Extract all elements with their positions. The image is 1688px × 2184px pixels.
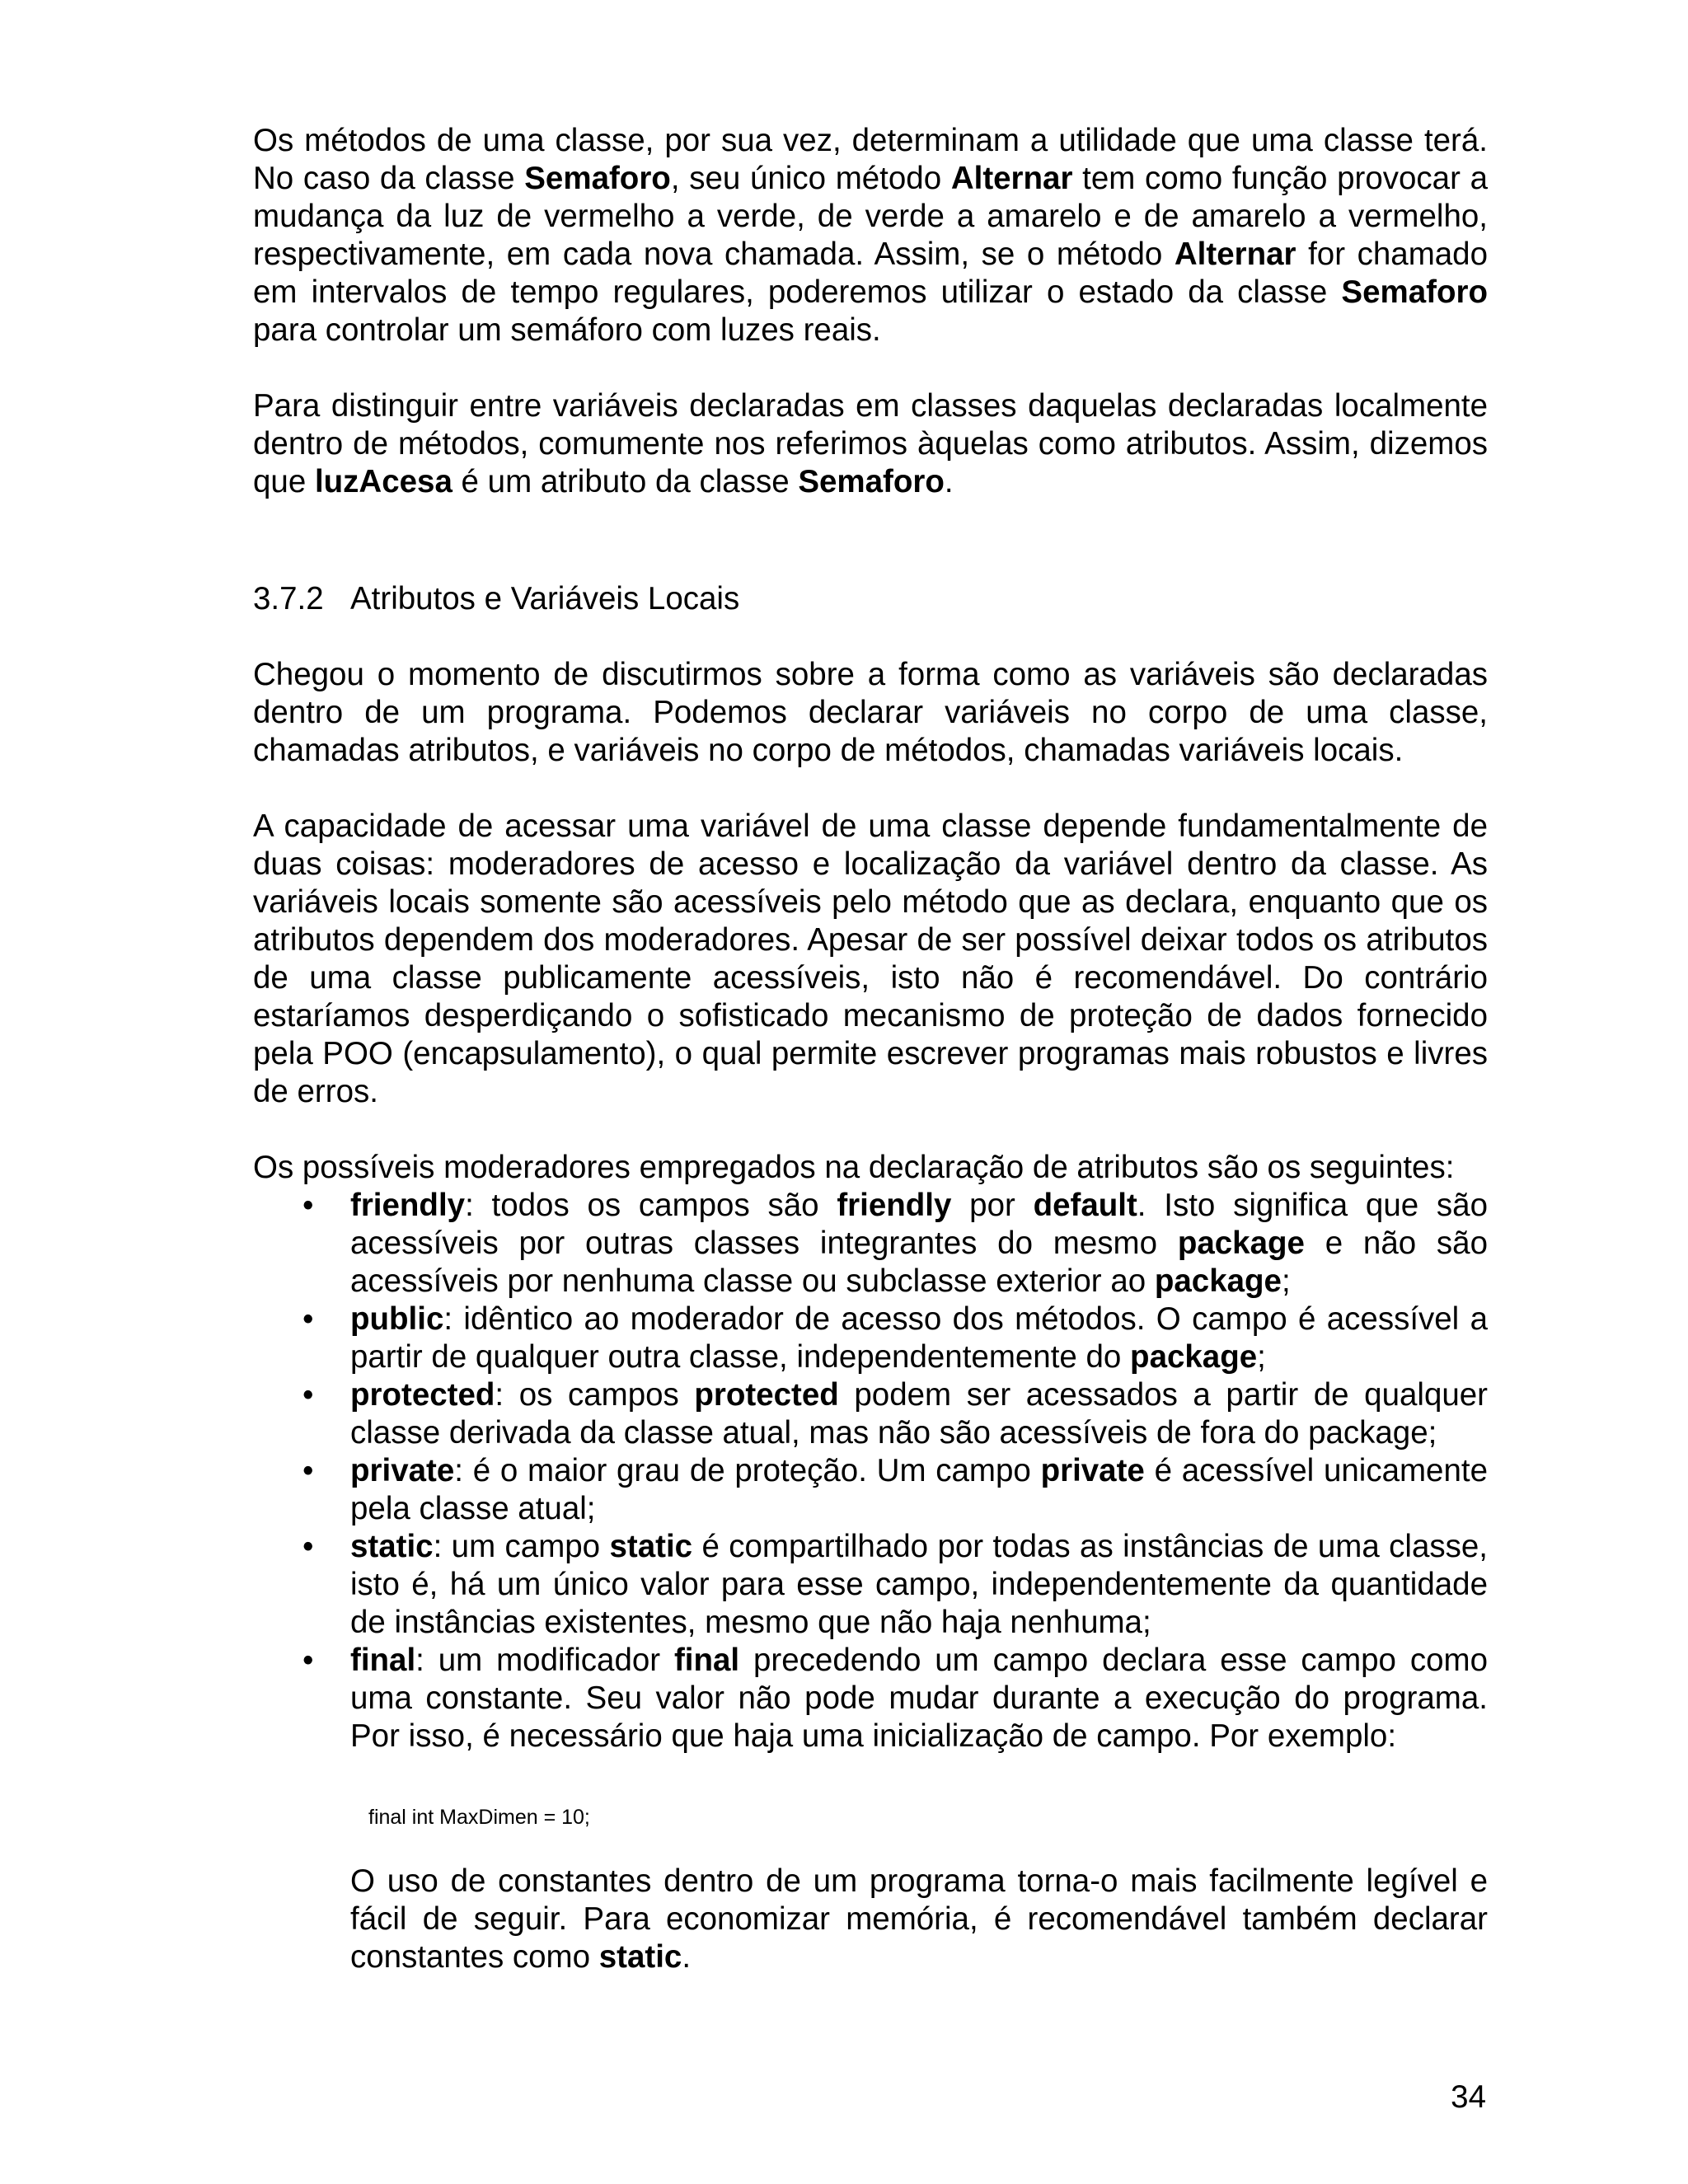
list-item-text: static: um campo static é compartilhado por todas as instâncias de uma classe, isto é, há um único valor para esse campo, independentemente da quantidade de instâncias existentes, mesmo que não haja nenhuma; — [350, 1529, 1489, 1640]
list-item-text: friendly: todos os campos são friendly por default. Isto significa que são acessíveis por outras classes integrantes do mesmo package e não são acessíveis por nenhuma classe ou subclasse exterior ao package; — [350, 1188, 1489, 1299]
bold-term: public — [350, 1301, 444, 1337]
bold-term: default — [1033, 1188, 1137, 1223]
bold-term: Semaforo — [524, 161, 671, 196]
bold-term: final — [673, 1643, 740, 1678]
list-item-public — [253, 1301, 1488, 1376]
bold-term: package — [1177, 1226, 1305, 1261]
page-content — [253, 122, 1488, 1976]
bold-term: protected — [350, 1377, 495, 1413]
paragraph-modifiers-intro: Os possíveis moderadores empregados na declaração de atributos são os seguintes: — [253, 1150, 1455, 1185]
bold-term: static — [609, 1529, 693, 1564]
list-item-final — [253, 1642, 1488, 1755]
list-item-text: final: um modificador final precedendo um campo declara esse campo como uma constante. Seu valor não pode mudar durante a execução do programa. Por isso, é necessário que haja uma inicialização de campo. Por exemplo: — [350, 1643, 1488, 1754]
bold-term: Semaforo — [798, 464, 945, 499]
list-item-static — [253, 1528, 1488, 1642]
list-item-friendly — [253, 1187, 1488, 1301]
bullet-icon: • — [302, 1453, 314, 1488]
paragraph-variable-declaration: Chegou o momento de discutirmos sobre a forma como as variáveis são declaradas dentro de um programa. Podemos declarar variáveis no corpo de uma classe, chamadas atributos, e variáveis no corpo de métodos, chamadas variáveis locais. — [253, 657, 1488, 768]
section-title: Atributos e Variáveis Locais — [350, 581, 740, 616]
bold-term: friendly — [350, 1188, 466, 1223]
bullet-icon: • — [302, 1188, 314, 1223]
bullet-icon: • — [302, 1529, 314, 1564]
paragraph-methods: Os métodos de uma classe, por sua vez, determinam a utilidade que uma classe terá. No caso da classe Semaforo, seu único método Alternar tem como função provocar a mudança da luz de vermelho a verde, de verde a amarelo e de amarelo a vermelho, respectivamente, em cada nova chamada. Assim, se o método Alternar for chamado em intervalos de tempo regulares, poderemos utilizar o estado da classe Semaforo para controlar um semáforo com luzes reais. — [253, 123, 1489, 348]
bold-term: protected — [694, 1377, 839, 1413]
list-item-private — [253, 1452, 1488, 1528]
code-example: final int MaxDimen = 10; — [368, 1806, 590, 1829]
bold-term: Semaforo — [1341, 274, 1488, 310]
bold-term: static — [350, 1529, 434, 1564]
bullet-icon: • — [302, 1301, 314, 1337]
bold-term: luzAcesa — [314, 464, 452, 499]
list-item-text: private: é o maior grau de proteção. Um campo private é acessível unicamente pela classe atual; — [350, 1453, 1488, 1526]
paragraph-access-capability: A capacidade de acessar uma variável de uma classe depende fundamentalmente de duas coisas: moderadores de acesso e localização da variável dentro da classe. As variáveis locais somente são acessíveis pelo método que as declara, enquanto que os atributos dependem dos moderadores. Apesar de ser possível deixar todos os atributos de uma classe publicamente acessíveis, isto não é recomendável. Do contrário estaríamos desperdiçando o sofisticado mecanismo de proteção de dados fornecido pela POO (encapsulamento), o qual permite escrever programas mais robustos e livres de erros. — [253, 808, 1488, 1109]
list-item-text: protected: os campos protected podem ser acessados a partir de qualquer classe derivada da classe atual, mas não são acessíveis de fora do package; — [350, 1377, 1488, 1451]
paragraph-constants-note: O uso de constantes dentro de um programa torna-o mais facilmente legível e fácil de seguir. Para economizar memória, é recomendável também declarar constantes como static. — [350, 1863, 1488, 1975]
bold-term: private — [350, 1453, 455, 1488]
bold-term: static — [598, 1939, 682, 1975]
bold-term: package — [1130, 1339, 1258, 1375]
bold-term: private — [1040, 1453, 1145, 1488]
bold-term: Alternar — [950, 161, 1073, 196]
bold-term: final — [350, 1643, 416, 1678]
bold-term: package — [1154, 1263, 1282, 1299]
section-number: 3.7.2 — [253, 581, 324, 616]
list-item-protected — [253, 1376, 1488, 1452]
bullet-icon: • — [302, 1377, 314, 1413]
list-item-text: public: idêntico ao moderador de acesso dos métodos. O campo é acessível a partir de qualquer outra classe, independentemente do package; — [350, 1301, 1488, 1375]
page-number: 34 — [1451, 2079, 1486, 2115]
bullet-icon: • — [302, 1643, 314, 1678]
bold-term: Alternar — [1174, 237, 1296, 272]
modifiers-list — [253, 1187, 1488, 1755]
section-heading — [253, 580, 1488, 618]
paragraph-attributes-definition: Para distinguir entre variáveis declaradas em classes daquelas declaradas localmente dentro de métodos, comumente nos referimos àquelas como atributos. Assim, dizemos que luzAcesa é um atributo da classe Semaforo. — [253, 388, 1488, 499]
bold-term: friendly — [837, 1188, 952, 1223]
